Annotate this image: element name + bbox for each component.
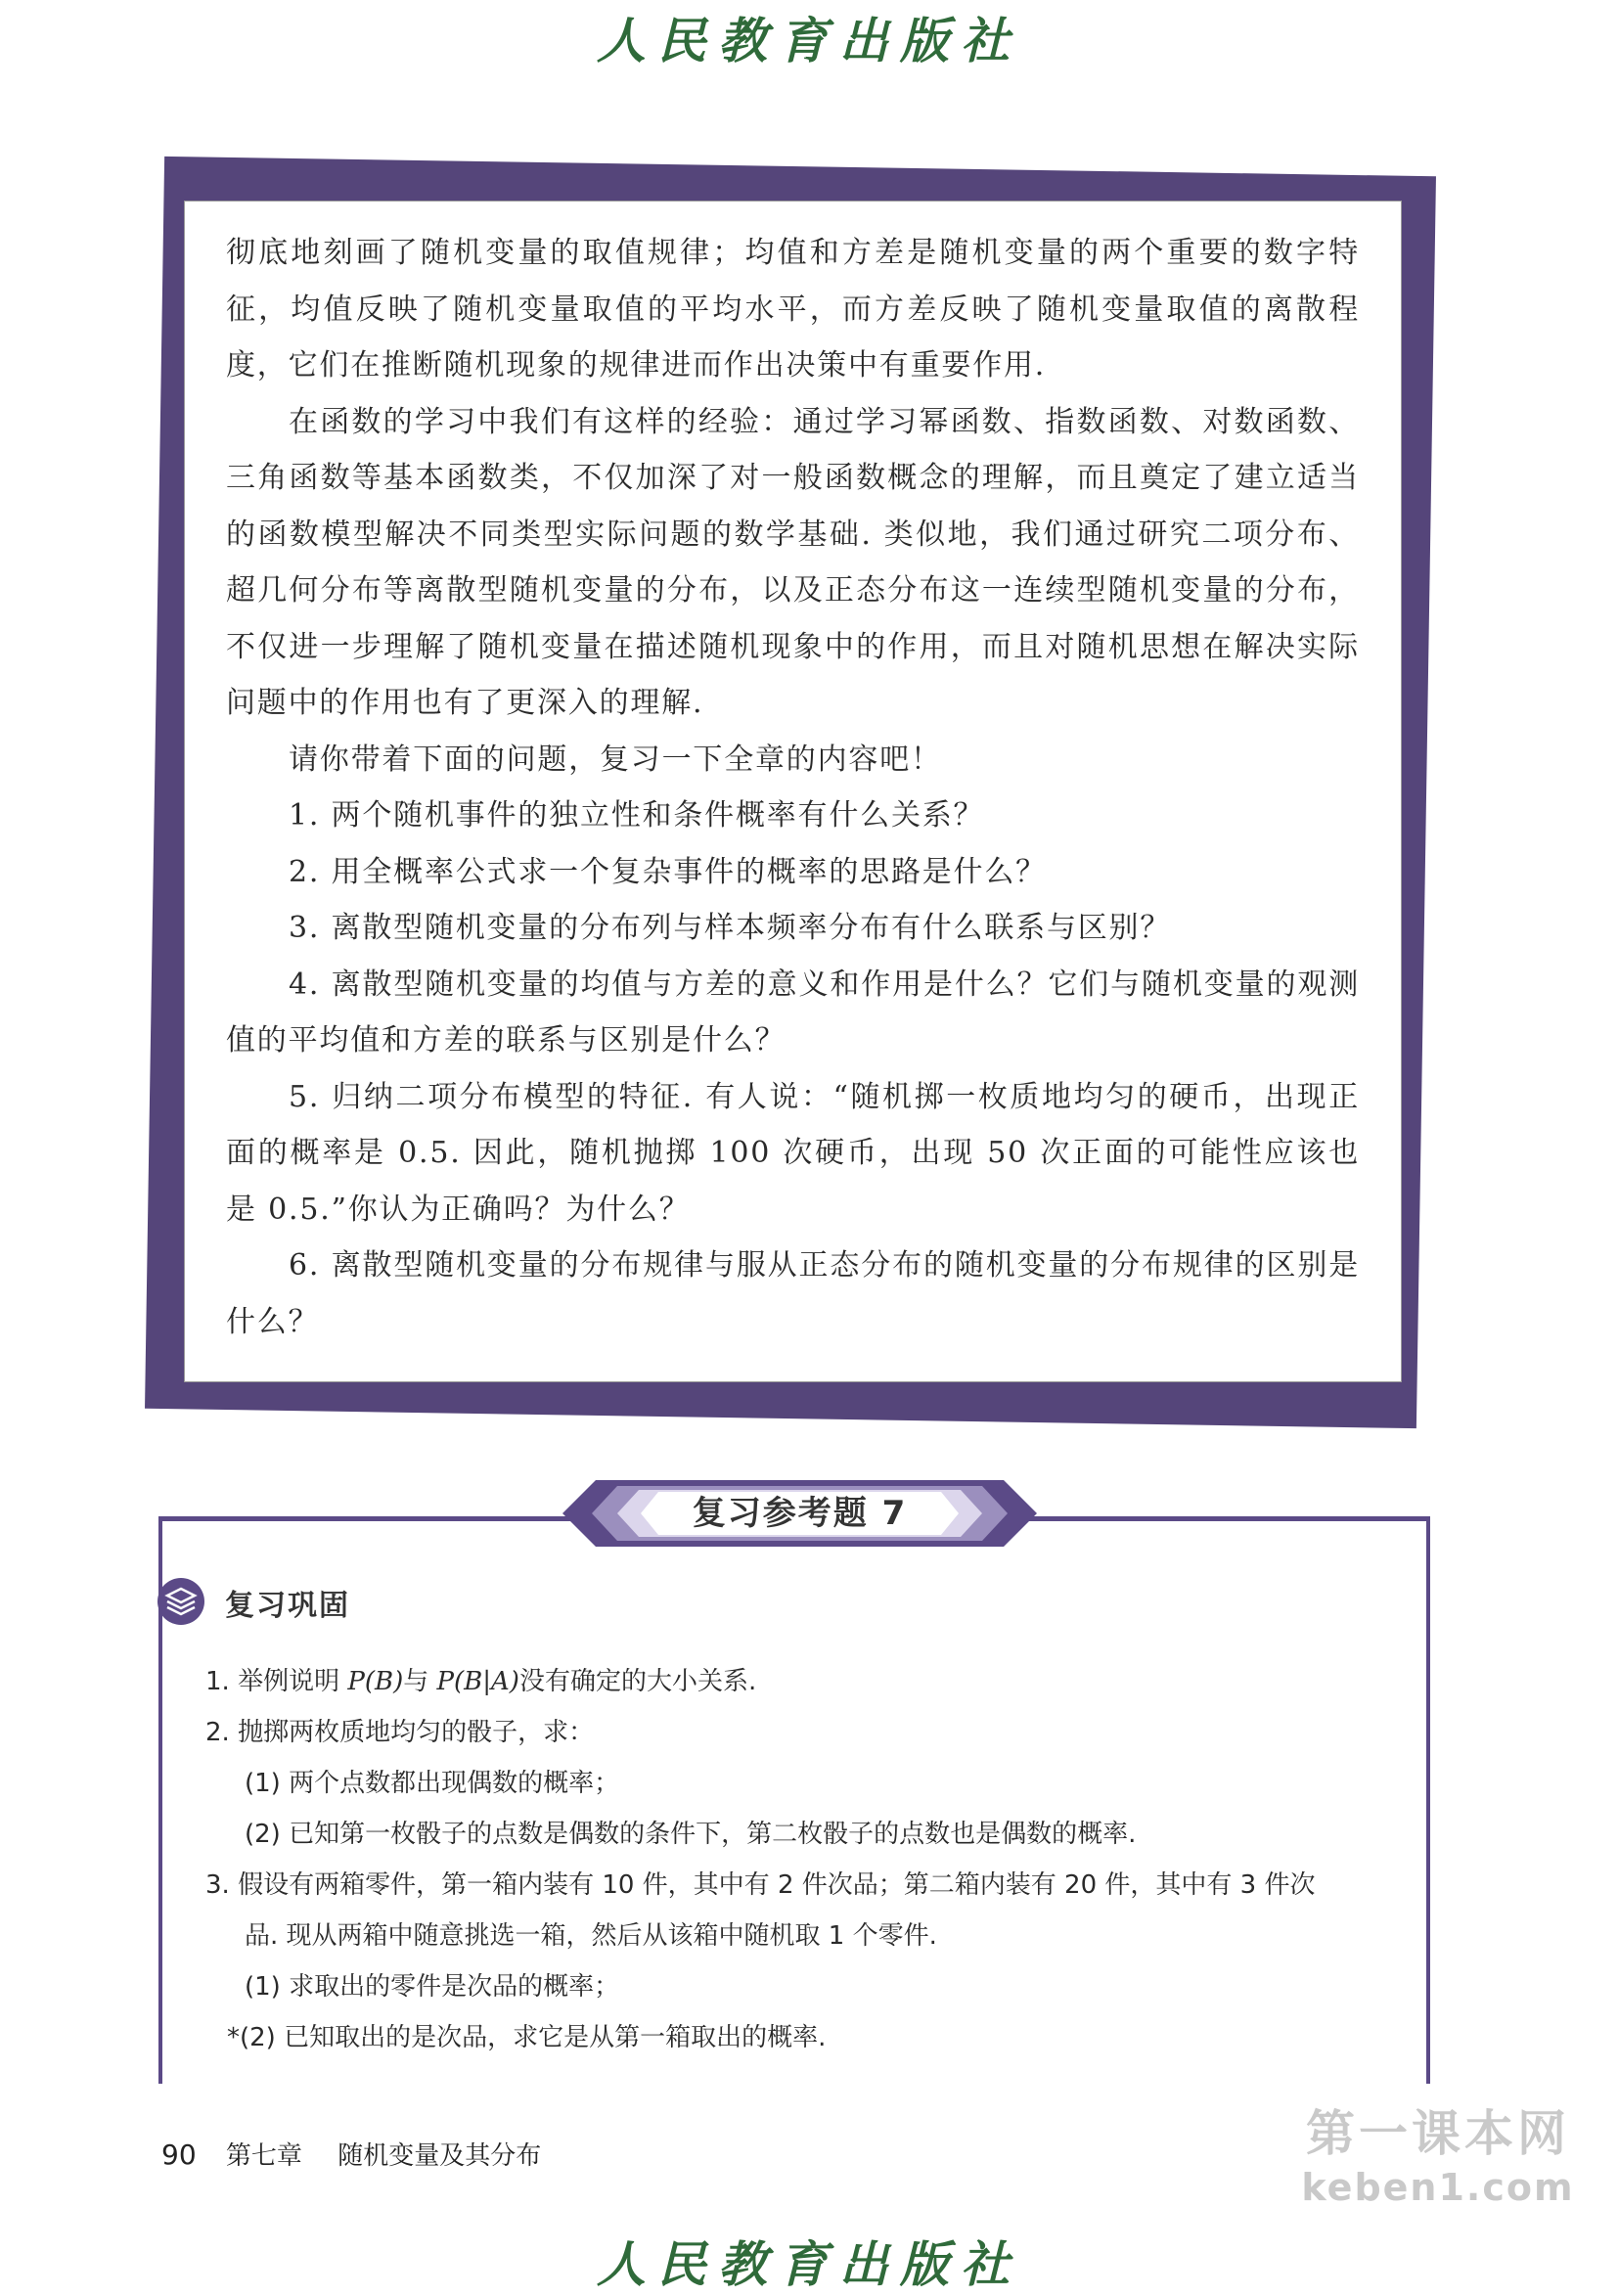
publisher-logo-top: 人民教育出版社	[597, 12, 1021, 69]
summary-question: 4. 离散型随机变量的均值与方差的意义和作用是什么？它们与随机变量的观测值的平均值和方差的联系与区别是什么？	[226, 967, 1360, 1058]
publisher-logo-bottom: 人民教育出版社	[597, 2235, 1021, 2293]
math-expression: P(B)	[347, 1667, 404, 1696]
watermark-url: keben1.com	[1301, 2166, 1575, 2209]
chapter-title: 随机变量及其分布	[337, 2141, 542, 2171]
summary-paragraph: 请你带着下面的问题，复习一下全章的内容吧！	[289, 742, 942, 777]
exercise-item: 3. 假设有两箱零件，第一箱内装有 10 件，其中有 2 件次品；第二箱内装有 20 件，其中有 3 件次	[205, 1870, 1316, 1900]
exercise-subitem: *(2) 已知取出的是次品，求它是从第一箱取出的概率.	[227, 2023, 827, 2052]
section-title: 复习巩固	[225, 1589, 350, 1623]
summary-question: 1. 两个随机事件的独立性和条件概率有什么关系？	[289, 798, 985, 833]
summary-paragraph: 彻底地刻画了随机变量的取值规律；均值和方差是随机变量的两个重要的数字特征，均值反映了随机变量取值的平均水平，而方差反映了随机变量取值的离散程度，它们在推断随机现象的规律进而作出决策中有重要作用.	[226, 236, 1360, 383]
summary-paragraph: 在函数的学习中我们有这样的经验：通过学习幂函数、指数函数、对数函数、三角函数等基本函数类，不仅加深了对一般函数概念的理解，而且奠定了建立适当的函数模型解决不同类型实际问题的数学基础. 类似地，我们通过研究二项分布、超几何分布等离散型随机变量的分布，以及正态分布这一连续型随机变量的分布，不仅进一步理解了随机变量在描述随机现象中的作用，而且对随机思想在解决实际问题中的作用也有了更深入的理解.	[226, 404, 1360, 720]
chapter-summary-box	[184, 201, 1402, 1382]
layers-icon	[157, 1577, 205, 1626]
page-footer	[161, 2136, 541, 2172]
watermark-title: 第一课本网	[1306, 2105, 1570, 2162]
math-expression: P(B|A)	[436, 1667, 519, 1696]
review-title-banner	[562, 1480, 1037, 1547]
exercise-subitem: (2) 已知第一枚骰子的点数是偶数的条件下，第二枚骰子的点数也是偶数的概率.	[245, 1820, 1137, 1849]
exercise-item	[205, 1656, 1428, 1707]
exercise-item: 2. 抛掷两枚质地均匀的骰子，求：	[205, 1718, 595, 1747]
summary-question: 3. 离散型随机变量的分布列与样本频率分布有什么联系与区别？	[289, 911, 1172, 945]
exercise-item-continued: 品. 现从两箱中随意挑选一箱，然后从该箱中随机取 1 个零件.	[245, 1921, 937, 1951]
summary-question: 6. 离散型随机变量的分布规律与服从正态分布的随机变量的分布规律的区别是什么？	[226, 1248, 1360, 1339]
chapter-label: 第七章	[225, 2141, 302, 2171]
review-title: 复习参考题 7	[692, 1494, 908, 1533]
exercise-text: 1. 举例说明	[205, 1667, 348, 1696]
site-watermark	[1272, 2103, 1604, 2211]
exercise-text: 没有确定的大小关系.	[518, 1667, 757, 1696]
exercise-list	[205, 1656, 1428, 2063]
exercise-subitem: (1) 求取出的零件是次品的概率；	[245, 1972, 620, 2002]
summary-question: 2. 用全概率公式求一个复杂事件的概率的思路是什么？	[289, 854, 1047, 889]
page-number: 90	[161, 2138, 197, 2171]
exercise-subitem: (1) 两个点数都出现偶数的概率；	[245, 1769, 620, 1798]
summary-question: 5. 归纳二项分布模型的特征. 有人说：“随机掷一枚质地均匀的硬币，出现正面的概率是 0.5. 因此，随机抛掷 100 次硬币，出现 50 次正面的可能性应该也是 0.5.”你认为正确吗？为什么？	[226, 1079, 1360, 1227]
exercise-text: 与	[403, 1667, 437, 1696]
